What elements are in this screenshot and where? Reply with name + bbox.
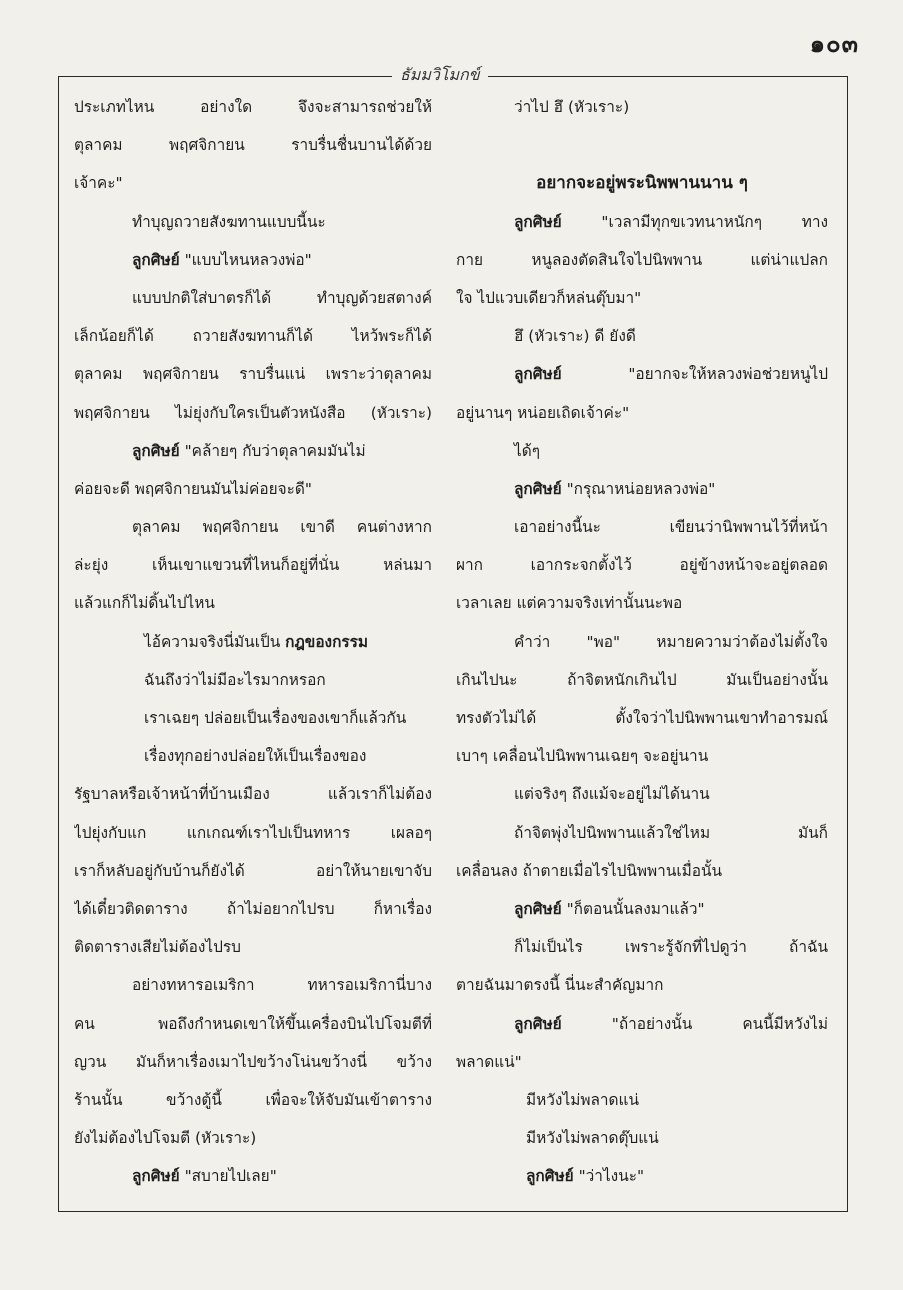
text-line: อย่างทหารอเมริกา ทหารอเมริกานี่บาง — [132, 976, 432, 995]
dialogue-line — [74, 432, 432, 470]
text-line: เราเฉยๆ ปล่อยเป็นเรื่องของเขาก็แล้วกัน — [144, 709, 407, 727]
text-line: คน พอถึงกำหนดเขาให้ขึ้นเครื่องบินไปโจมตีที่ — [74, 1014, 432, 1033]
text-line: ถ้าจิตพุ่งไปนิพพานแล้วใช่ไหม มันก็ — [514, 823, 828, 842]
dialogue-text: "ก็ตอนนั้นลงมาแล้ว" — [561, 899, 705, 918]
text-line: เจ้าคะ" — [74, 174, 123, 193]
text-line: ติดตารางเสียไม่ต้องไปรบ — [74, 938, 241, 957]
left-column — [74, 88, 432, 1195]
emphasis-text: กฎของกรรม — [285, 632, 369, 651]
text-line: แล้วแกก็ไม่ดิ้นไปไหน — [74, 594, 215, 613]
speaker-label: ลูกศิษย์ — [132, 441, 180, 460]
text-line: คำว่า "พอ" หมายความว่าต้องไม่ตั้งใจ — [514, 632, 828, 651]
text-line: เรื่องทุกอย่างปล่อยให้เป็นเรื่องของ — [144, 747, 367, 766]
text-line: ได้ๆ — [514, 441, 541, 460]
speaker-label: ลูกศิษย์ — [514, 212, 562, 231]
text-line: ไปยุ่งกับแก แกเกณฑ์เราไปเป็นทหาร เผลอๆ — [74, 823, 432, 842]
text-line: แบบปกติใส่บาตรก็ได้ ทำบุญด้วยสตางค์ — [132, 288, 432, 307]
text-span: ไอ้ความจริงนี่มันเป็น — [144, 632, 286, 651]
text-line: ผาก เอากระจกตั้งไว้ อยู่ข้างหน้าจะอยู่ตลอด — [456, 556, 828, 575]
right-column — [456, 88, 828, 1195]
dialogue-text: "อยากจะให้หลวงพ่อช่วยหนูไป — [561, 365, 828, 384]
text-line: ยังไม่ต้องไปโจมตี (หัวเราะ) — [74, 1129, 257, 1148]
text-line: ได้เดี๋ยวติดตาราง ถ้าไม่อยากไปรบ ก็หาเรื่อง — [74, 899, 432, 918]
speaker-label: ลูกศิษย์ — [514, 365, 562, 384]
text-line: เราก็หลับอยู่กับบ้านก็ยังได้ อย่าให้นายเขาจับ — [74, 861, 432, 880]
text-line: ร้านนั้น ขว้างตู้นี้ เพื่อจะให้จับมันเข้าตาราง — [74, 1090, 432, 1109]
speaker-label: ลูกศิษย์ — [132, 250, 180, 269]
text-line: ตุลาคม พฤศจิกายน ราบรื่นแน่ เพราะว่าตุลาคม — [74, 365, 432, 384]
dialogue-line — [456, 1157, 828, 1195]
dialogue-line — [456, 470, 828, 508]
text-line: ล่ะยุ่ง เห็นเขาแขวนที่ไหนก็อยู่ที่นั่น หล่นมา — [74, 556, 432, 575]
text-line: กาย หนูลองตัดสินใจไปนิพพาน แต่น่าแปลก — [456, 250, 828, 269]
text-line: ตุลาคม พฤศจิกายน ราบรื่นชื่นบานได้ด้วย — [74, 136, 432, 155]
section-heading: อยากจะอยู่พระนิพพานนาน ๆ — [536, 173, 748, 194]
text-line: เอาอย่างนี้นะ เขียนว่านิพพานไว้ที่หน้า — [514, 518, 828, 537]
dialogue-text: "เวลามีทุกขเวทนาหนักๆ ทาง — [561, 212, 828, 231]
dialogue-text: "แบบไหนหลวงพ่อ" — [179, 250, 312, 269]
text-line: มีหวังไม่พลาดแน่ — [526, 1090, 639, 1109]
text-line: พฤศจิกายน ไม่ยุ่งกับใครเป็นตัวหนังสือ (หัวเราะ) — [74, 403, 432, 422]
text-line: เกินไปนะ ถ้าจิตหนักเกินไป มันเป็นอย่างนั้น — [456, 670, 828, 689]
speaker-label: ลูกศิษย์ — [132, 1167, 180, 1186]
text-line: ประเภทไหน อย่างใด จึงจะสามารถช่วยให้ — [74, 98, 432, 116]
text-line: ทรงตัวไม่ได้ ตั้งใจว่าไปนิพพานเขาทำอารมณ์ — [456, 709, 828, 727]
dialogue-line — [456, 203, 828, 241]
text-line: ว่าไป ฮึ (หัวเราะ) — [514, 98, 630, 116]
dialogue-text: "สบายไปเลย" — [179, 1167, 277, 1186]
text-line: ตุลาคม พฤศจิกายน เขาดี คนต่างหาก — [132, 518, 432, 537]
dialogue-line — [74, 1157, 432, 1195]
text-line: มีหวังไม่พลาดตุ๊บแน่ — [526, 1129, 659, 1148]
text-line: ใจ ไปแวบเดียวก็หล่นตุ๊บมา" — [456, 288, 642, 307]
dialogue-line — [456, 1005, 828, 1043]
blank-line — [456, 126, 828, 164]
dialogue-text: "กรุณาหน่อยหลวงพ่อ" — [561, 479, 716, 498]
speaker-label: ลูกศิษย์ — [526, 1167, 574, 1186]
text-line: ญวน มันก็หาเรื่องเมาไปขว้างโน่นขว้างนี่ ขว้าง — [74, 1052, 432, 1071]
text-line: เวลาเลย แต่ความจริงเท่านั้นนะพอ — [456, 594, 683, 613]
text-line: ทำบุญถวายสังฆทานแบบนี้นะ — [132, 212, 326, 231]
speaker-label: ลูกศิษย์ — [514, 479, 562, 498]
dialogue-line — [456, 890, 828, 928]
text-line — [74, 623, 432, 661]
text-line: รัฐบาลหรือเจ้าหน้าที่บ้านเมือง แล้วเราก็ไม่ต้อง — [74, 785, 432, 804]
text-line: ก็ไม่เป็นไร เพราะรู้จักที่ไปดูว่า ถ้าฉัน — [514, 938, 828, 957]
page-number: ๑๐๓ — [809, 30, 859, 58]
speaker-label: ลูกศิษย์ — [514, 1014, 562, 1033]
text-line: ตายฉันมาตรงนี้ นี่นะสำคัญมาก — [456, 976, 664, 995]
text-line: แต่จริงๆ ถึงแม้จะอยู่ไม่ได้นาน — [514, 785, 710, 804]
text-line: อยู่นานๆ หน่อยเถิดเจ้าค่ะ" — [456, 403, 630, 422]
speaker-label: ลูกศิษย์ — [514, 899, 562, 918]
dialogue-text: "ว่าไงนะ" — [573, 1167, 645, 1186]
dialogue-text: "คล้ายๆ กับว่าตุลาคมมันไม่ — [179, 441, 366, 460]
dialogue-line — [456, 355, 828, 393]
text-line: พลาดแน่" — [456, 1052, 522, 1071]
text-line: เคลื่อนลง ถ้าตายเมื่อไรไปนิพพานเมื่อนั้น — [456, 861, 723, 880]
text-line: ค่อยจะดี พฤศจิกายนมันไม่ค่อยจะดี" — [74, 479, 312, 498]
text-line: ฮึ (หัวเราะ) ดี ยังดี — [514, 327, 636, 346]
running-title: ธัมมวิโมกข์ — [392, 63, 488, 88]
text-line: เบาๆ เคลื่อนไปนิพพานเฉยๆ จะอยู่นาน — [456, 747, 709, 766]
dialogue-line — [74, 241, 432, 279]
dialogue-text: "ถ้าอย่างนั้น คนนี้มีหวังไม่ — [561, 1014, 828, 1033]
text-line: เล็กน้อยก็ได้ ถวายสังฆทานก็ได้ ไหว้พระก็ได้ — [74, 327, 432, 346]
text-line: ฉันถึงว่าไม่มีอะไรมากหรอก — [144, 670, 326, 689]
